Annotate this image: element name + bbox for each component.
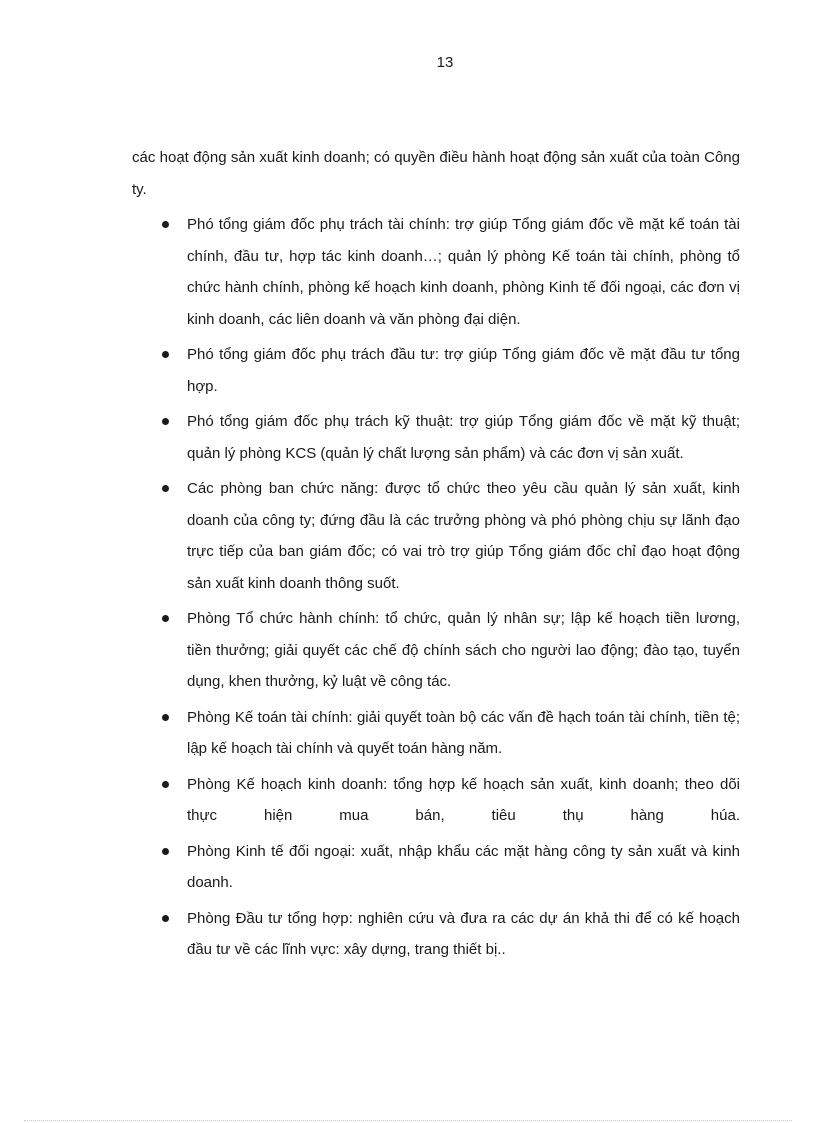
list-item-functional-departments: [132, 473, 740, 599]
list-item-deputy-finance: [132, 209, 740, 335]
list-item-text: Phó tổng giám đốc phụ trách kỹ thuật: trợ giúp Tổng giám đốc về mặt kỹ thuật; quản lý phòng KCS (quản lý chất lượng sản phẩm) và các đơn vị sản xuất.: [187, 413, 740, 462]
list-item-hr-admin: [132, 603, 740, 698]
bullet-icon: [162, 915, 169, 922]
list-item-deputy-technical: [132, 406, 740, 469]
intro-paragraph: các hoạt động sản xuất kinh doanh; có quyền điều hành hoạt động sản xuất của toàn Công ty.: [132, 149, 740, 198]
bullet-icon: [162, 485, 169, 492]
list-item-general-investment: [132, 903, 740, 966]
footer-divider: [24, 1120, 792, 1121]
list-item-business-planning: [132, 769, 740, 832]
list-item-accounting: [132, 702, 740, 765]
list-item-text: Phó tổng giám đốc phụ trách đầu tư: trợ giúp Tổng giám đốc về mặt đầu tư tổng hợp.: [187, 346, 740, 395]
list-item-foreign-trade: [132, 836, 740, 899]
bullet-icon: [162, 351, 169, 358]
bullet-icon: [162, 418, 169, 425]
list-item-text: Phòng Tổ chức hành chính: tổ chức, quản lý nhân sự; lập kế hoạch tiền lương, tiền thưởng; giải quyết các chế độ chính sách cho người lao động; đào tạo, tuyển dụng, khen thưởng, kỷ luật về công tác.: [187, 610, 740, 690]
document-body: [132, 142, 740, 966]
list-item-deputy-investment: [132, 339, 740, 402]
bullet-icon: [162, 615, 169, 622]
bullet-list: [132, 209, 740, 966]
list-item-text: Phòng Kinh tế đối ngoại: xuất, nhập khẩu các mặt hàng công ty sản xuất và kinh doanh.: [187, 842, 740, 891]
list-item-text: Phó tổng giám đốc phụ trách tài chính: trợ giúp Tổng giám đốc về mặt kế toán tài chính, đầu tư, hợp tác kinh doanh…; quản lý phòng Kế toán tài chính, phòng tổ chức hành chính, phòng kế hoạch kinh doanh, phòng Kinh tế đối ngoại, các đơn vị kinh doanh, các liên doanh và văn phòng đại diện.: [187, 216, 740, 328]
bullet-icon: [162, 848, 169, 855]
list-item-text: Các phòng ban chức năng: được tổ chức theo yêu cầu quản lý sản xuất, kinh doanh của công ty; đứng đầu là các trưởng phòng và phó phòng chịu sự lãnh đạo trực tiếp của ban giám đốc; có vai trò trợ giúp Tổng giám đốc chỉ đạo hoạt động sản xuất kinh doanh thông suốt.: [187, 480, 740, 592]
bullet-icon: [162, 221, 169, 228]
list-item-text: Phòng Kế hoạch kinh doanh: tổng hợp kế hoạch sản xuất, kinh doanh; theo dõi thực hiện mua bán, tiêu thụ hàng húa.: [187, 775, 740, 824]
list-item-text: Phòng Kế toán tài chính: giải quyết toàn bộ các vấn đề hạch toán tài chính, tiền tệ; lập kế hoạch tài chính và quyết toán hàng năm.: [187, 708, 740, 757]
bullet-icon: [162, 781, 169, 788]
page-number: 13: [436, 54, 454, 71]
list-item-text: Phòng Đầu tư tổng hợp: nghiên cứu và đưa ra các dự án khả thi để có kế hoạch đầu tư về các lĩnh vực: xây dựng, trang thiết bị..: [187, 909, 740, 958]
bullet-icon: [162, 714, 169, 721]
